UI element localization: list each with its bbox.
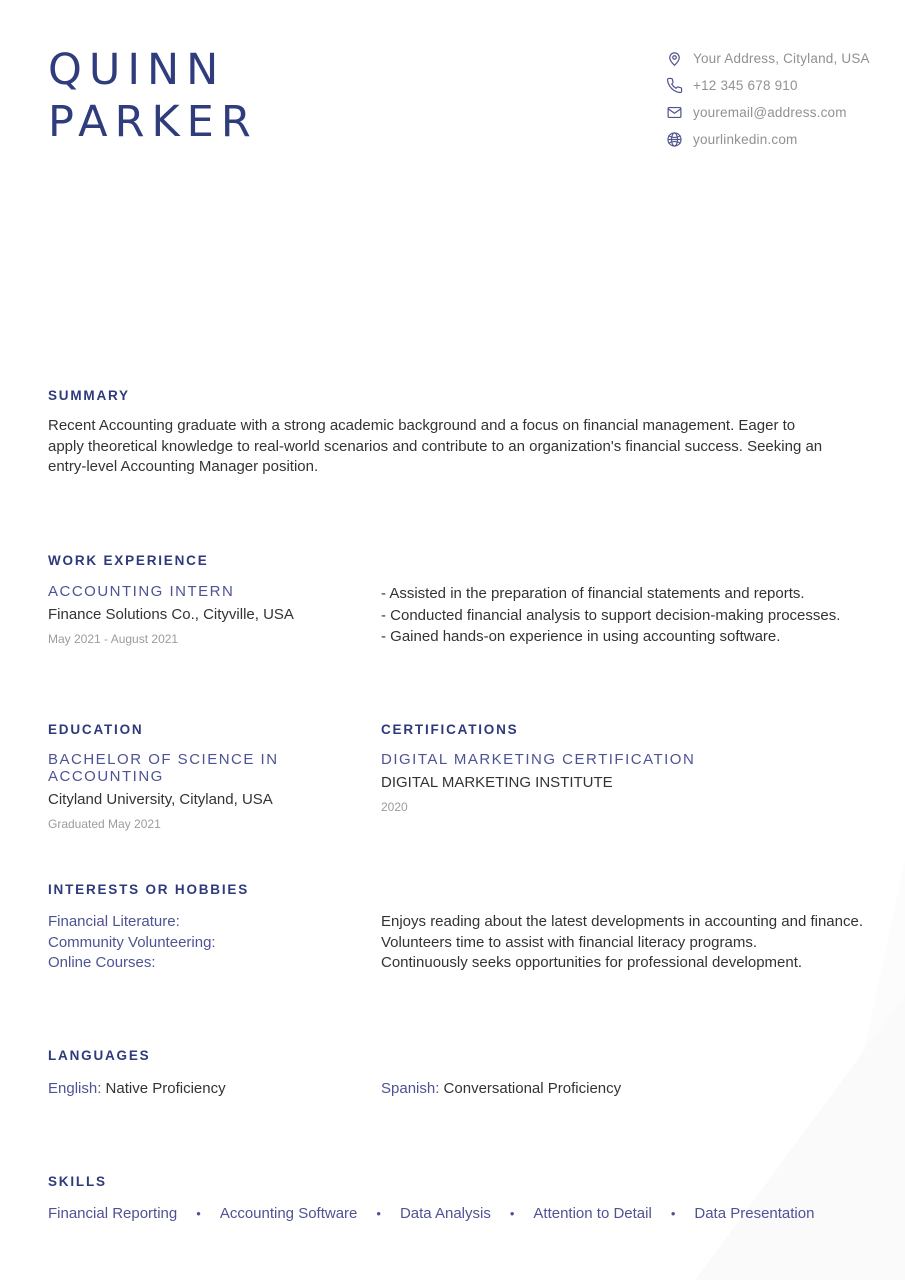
work-experience-section [48, 553, 870, 648]
globe-icon [666, 131, 683, 148]
skill-item: Data Analysis [399, 1205, 491, 1222]
interest-row [48, 953, 870, 974]
interest-label: Online Courses: [48, 954, 156, 971]
language-entry [381, 1080, 870, 1097]
contact-block [666, 50, 870, 148]
certifications-heading: CERTIFICATIONS [381, 722, 519, 737]
certification-year: 2020 [381, 800, 408, 814]
job-bullet: - Assisted in the preparation of financial statements and reports. [381, 585, 805, 602]
education-school: Cityland University, Cityland, USA [48, 791, 273, 808]
language-name: English: [48, 1080, 102, 1097]
skills-section [48, 1174, 870, 1222]
languages-heading: LANGUAGES [48, 1048, 151, 1063]
job-company: Finance Solutions Co., Cityville, USA [48, 606, 294, 623]
certification-title: DIGITAL MARKETING CERTIFICATION [381, 751, 696, 768]
education-heading: EDUCATION [48, 722, 144, 737]
name-last: PARKER [48, 97, 258, 148]
skill-item: Accounting Software [219, 1205, 358, 1222]
skill-item: Attention to Detail [533, 1205, 652, 1222]
contact-email-text: youremail@address.com [693, 105, 847, 120]
language-level: Native Proficiency [105, 1080, 226, 1097]
skill-separator: • [196, 1206, 201, 1221]
skills-list [48, 1205, 870, 1222]
contact-phone-text: +12 345 678 910 [693, 78, 798, 93]
interests-heading: INTERESTS OR HOBBIES [48, 882, 250, 897]
interest-label: Financial Literature: [48, 913, 180, 930]
contact-linkedin-text: yourlinkedin.com [693, 132, 798, 147]
languages-list [48, 1080, 870, 1097]
education-dates: Graduated May 2021 [48, 817, 161, 831]
location-icon [666, 50, 683, 67]
certification-issuer: DIGITAL MARKETING INSTITUTE [381, 774, 613, 791]
contact-phone [666, 77, 870, 94]
skill-item: Data Presentation [694, 1205, 815, 1222]
language-level: Conversational Proficiency [443, 1080, 622, 1097]
interest-row [48, 933, 870, 954]
job-dates: May 2021 - August 2021 [48, 632, 179, 646]
interest-description: Volunteers time to assist with financial literacy programs. [381, 933, 757, 951]
contact-address [666, 50, 870, 67]
language-entry [48, 1080, 381, 1097]
education-degree: BACHELOR OF SCIENCE IN ACCOUNTING [48, 751, 279, 785]
summary-heading: SUMMARY [48, 388, 130, 403]
skills-heading: SKILLS [48, 1174, 107, 1189]
language-name: Spanish: [381, 1080, 440, 1097]
job-bullet: - Gained hands-on experience in using accounting software. [381, 628, 781, 645]
education-block [48, 722, 381, 831]
interest-description: Enjoys reading about the latest developments in accounting and finance. [381, 913, 863, 930]
certifications-block [381, 722, 870, 831]
skill-item: Financial Reporting [48, 1205, 178, 1222]
languages-section [48, 1048, 870, 1097]
interest-description: Continuously seeks opportunities for professional development. [381, 954, 803, 971]
contact-address-text: Your Address, Cityland, USA [693, 51, 870, 66]
background-diagonal-shape [695, 995, 905, 1280]
job-title: ACCOUNTING INTERN [48, 583, 235, 600]
work-experience-entry [48, 583, 870, 648]
education-certifications-section [48, 722, 870, 831]
job-meta [48, 583, 381, 648]
name-first: QUINN [48, 45, 226, 95]
skill-separator: • [670, 1206, 676, 1221]
interest-label: Community Volunteering: [48, 933, 216, 951]
interests-section [48, 882, 870, 974]
summary-section [48, 388, 870, 478]
job-bullets [381, 583, 870, 648]
interests-list [48, 912, 870, 974]
skill-separator: • [376, 1206, 381, 1221]
summary-text: Recent Accounting graduate with a strong academic background and a focus on financial management. Eager to apply theoretical knowledge to real-world scenarios and contribute to an organization's financial success. Seeking an entry-level Accounting Manager position. [48, 417, 823, 475]
email-icon [666, 104, 683, 121]
work-experience-heading: WORK EXPERIENCE [48, 553, 209, 568]
interest-row [48, 912, 870, 933]
job-bullet: - Conducted financial analysis to support decision-making processes. [381, 606, 841, 624]
contact-linkedin [666, 131, 870, 148]
phone-icon [666, 77, 683, 94]
page-title [48, 44, 258, 148]
skill-separator: • [509, 1206, 515, 1221]
contact-email [666, 104, 870, 121]
